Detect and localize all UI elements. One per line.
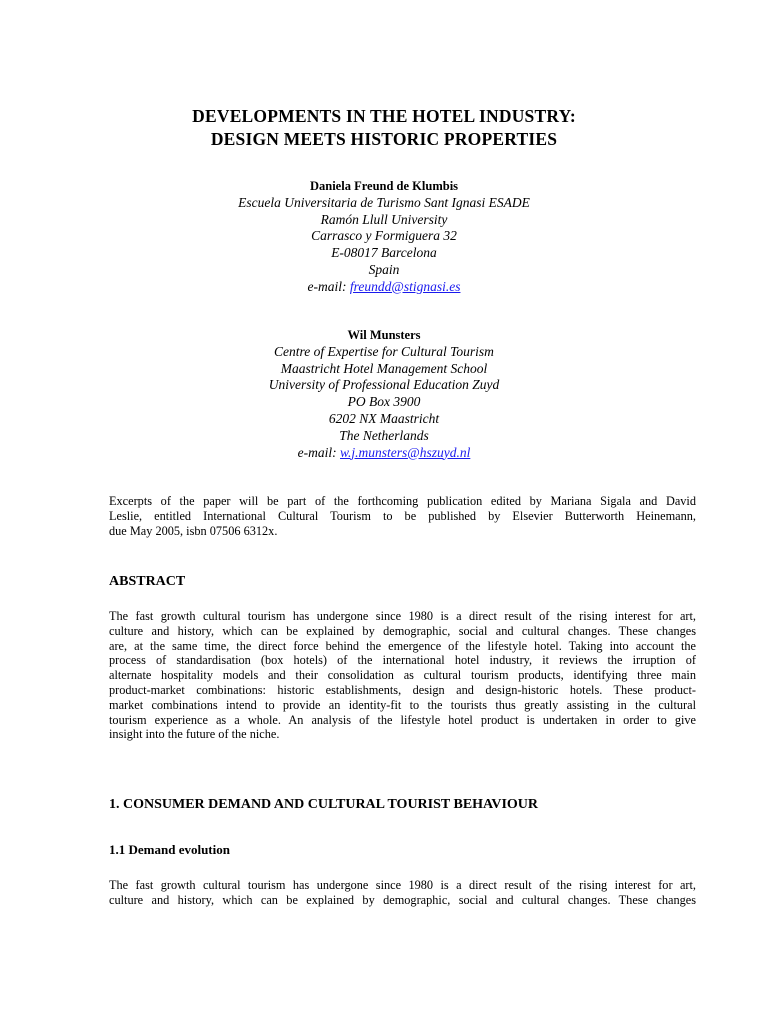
title-line-1: DEVELOPMENTS IN THE HOTEL INDUSTRY: <box>192 106 576 126</box>
email-label: e-mail: <box>297 444 341 460</box>
email-link[interactable]: w.j.munsters@hszuyd.nl <box>340 444 471 460</box>
email-line <box>0 445 768 462</box>
body-paragraph <box>109 878 696 908</box>
text-line: tourism experience as a whole. An analysis of the lifestyle hotel product is undertaken in order to give <box>109 712 696 727</box>
affiliation-line: Ramón Llull University <box>320 211 448 227</box>
text-line: alternate hospitality models and their consolidation as cultural tourism products, identifying three main <box>109 668 696 683</box>
text-line: Leslie, entitled International Cultural Tourism to be published by Elsevier Butterworth Heinemann, <box>109 508 696 523</box>
text-line: are, at the same time, the direct force behind the emergence of the lifestyle hotel. Taking into account the <box>109 638 696 653</box>
email-link[interactable]: freundd@stignasi.es <box>349 278 461 294</box>
text-line: market combinations intend to provide an identity-fit to the tourists thus greatly assisting in the cultural <box>109 697 696 712</box>
text-line: insight into the future of the niche. <box>109 727 280 742</box>
affiliation-line: E-08017 Barcelona <box>331 245 437 261</box>
text-line: The fast growth cultural tourism has undergone since 1980 is a direct result of the rising interest for art, <box>109 609 696 623</box>
abstract-paragraph <box>109 609 696 742</box>
affiliation-line: Maastricht Hotel Management School <box>280 360 488 376</box>
text-line: due May 2005, isbn 07506 6312x. <box>109 523 278 538</box>
affiliation-line: Spain <box>368 261 400 277</box>
section-heading: 1. CONSUMER DEMAND AND CULTURAL TOURIST BEHAVIOUR <box>109 797 539 812</box>
subsection-heading: 1.1 Demand evolution <box>109 842 230 857</box>
email-label: e-mail: <box>307 278 350 294</box>
text-line: process of standardisation (box hotels) of the international hotel industry, it reviews the irruption of <box>109 653 696 668</box>
text-line: Excerpts of the paper will be part of the forthcoming publication edited by Mariana Sigala and David <box>109 494 696 508</box>
author-block-1 <box>0 178 768 296</box>
abstract-heading: ABSTRACT <box>109 574 186 589</box>
author-name: Wil Munsters <box>347 328 421 342</box>
affiliation-line: Escuela Universitaria de Turismo Sant Ignasi ESADE <box>238 194 530 210</box>
paper-title <box>0 105 768 151</box>
text-line: culture and history, which can be explained by demographic, social and cultural changes. These changes <box>109 892 696 907</box>
email-line <box>0 279 768 296</box>
text-line: The fast growth cultural tourism has undergone since 1980 is a direct result of the rising interest for art, <box>109 878 696 892</box>
author-name: Daniela Freund de Klumbis <box>309 179 459 193</box>
affiliation-line: Carrasco y Formiguera 32 <box>311 228 457 244</box>
affiliation-line: PO Box 3900 <box>347 394 421 410</box>
title-line-2: DESIGN MEETS HISTORIC PROPERTIES <box>210 129 558 149</box>
affiliation-line: The Netherlands <box>339 427 429 443</box>
affiliation-line: University of Professional Education Zuyd <box>268 377 500 393</box>
affiliation-line: 6202 NX Maastricht <box>328 410 440 426</box>
text-line: culture and history, which can be explained by demographic, social and cultural changes. These changes <box>109 623 696 638</box>
excerpt-note <box>109 494 696 538</box>
author-block-2 <box>0 327 768 461</box>
affiliation-line: Centre of Expertise for Cultural Tourism <box>274 343 494 359</box>
text-line: product-market combinations: historic establishments, design and design-historic hotels. These product- <box>109 682 696 697</box>
